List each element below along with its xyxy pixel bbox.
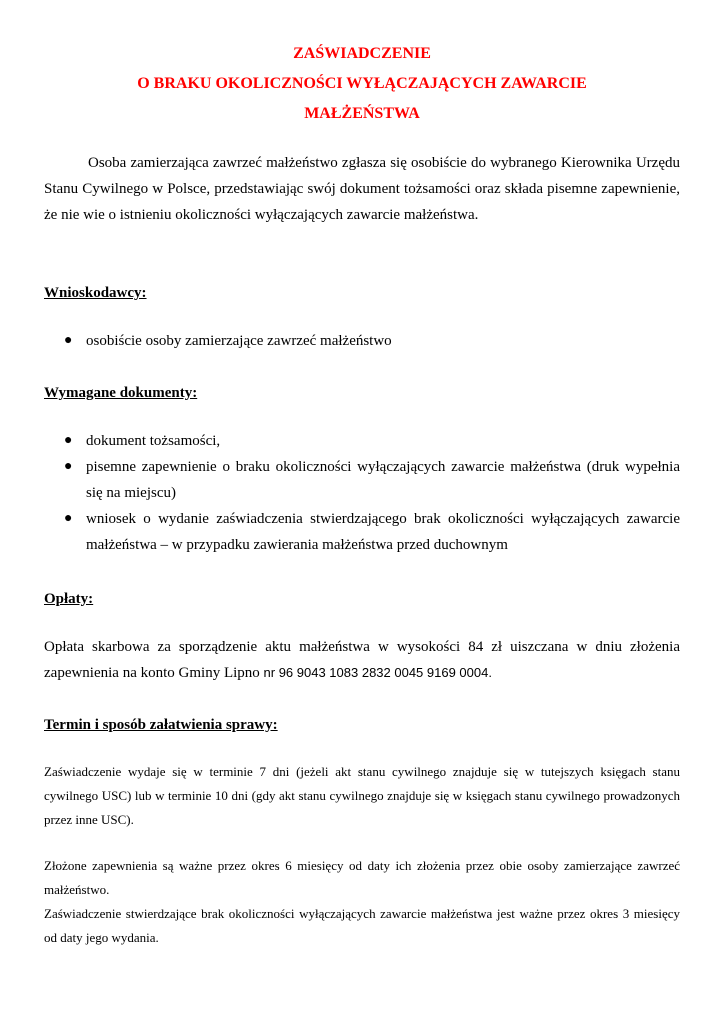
deadline-paragraph-1: Zaświadczenie wydaje się w terminie 7 dni (jeżeli akt stanu cywilnego znajduje się w tutejszych księgach stanu cywilnego USC) lub w terminie 10 dni (gdy akt stanu cywilnego znajduje się w księgach stanu cywilnego prowadzonych przez inne USC). (44, 764, 680, 827)
fees-paragraph (44, 634, 680, 686)
applicants-heading: Wnioskodawcy: (44, 285, 147, 301)
document-title-line-1: ZAŚWIADCZENIE (293, 45, 431, 62)
bullet-icon: ● (64, 511, 73, 526)
intro-paragraph: Osoba zamierzająca zawrzeć małżeństwo zgłasza się osobiście do wybranego Kierownika Urzędu Stanu Cywilnego w Polsce, przedstawiając swój dokument tożsamości oraz składa pisemne zapewnienie, że nie wie o istnieniu okoliczności wyłączających zawarcie małżeństwa. (44, 155, 680, 223)
deadline-paragraph-3: Zaświadczenie stwierdzające brak okoliczności wyłączających zawarcie małżeństwa jest ważne przez okres 3 miesięcy od daty jego wydania. (44, 906, 680, 945)
documents-heading: Wymagane dokumenty: (44, 385, 198, 401)
deadline-paragraph-2: Złożone zapewnienia są ważne przez okres 6 miesięcy od daty ich złożenia przez obie osoby zamierzające zawrzeć małżeństwo. (44, 858, 680, 897)
bullet-icon: ● (64, 433, 73, 448)
bank-account-number: nr 96 9043 1083 2832 0045 9169 0004. (263, 665, 492, 680)
fees-text: Opłata skarbowa za sporządzenie aktu małżeństwa w wysokości 84 zł uiszczana w dniu złożenia zapewnienia na konto Gminy Lipno (44, 639, 680, 681)
document-title-line-3: MAŁŻEŃSTWA (304, 105, 420, 122)
list-item (44, 506, 680, 558)
fees-heading: Opłaty: (44, 591, 94, 607)
document-title-line-2: O BRAKU OKOLICZNOŚCI WYŁĄCZAJĄCYCH ZAWARCIE (137, 75, 587, 92)
list-item-text: pisemne zapewnienie o braku okoliczności wyłączających zawarcie małżeństwa (druk wypełnia się na miejscu) (86, 459, 680, 501)
list-item-text: dokument tożsamości, (86, 433, 221, 449)
bullet-icon: ● (64, 459, 73, 474)
documents-list (44, 428, 680, 558)
list-item-text: osobiście osoby zamierzające zawrzeć małżeństwo (86, 333, 392, 349)
bullet-icon: ● (64, 333, 73, 348)
applicants-list (44, 328, 680, 354)
list-item (44, 428, 680, 454)
list-item-text: wniosek o wydanie zaświadczenia stwierdzającego brak okoliczności wyłączających zawarcie małżeństwa – w przypadku zawierania małżeństwa przed duchownym (86, 511, 680, 553)
list-item (44, 454, 680, 506)
list-item (44, 328, 680, 354)
deadline-heading: Termin i sposób załatwienia sprawy: (44, 717, 278, 733)
